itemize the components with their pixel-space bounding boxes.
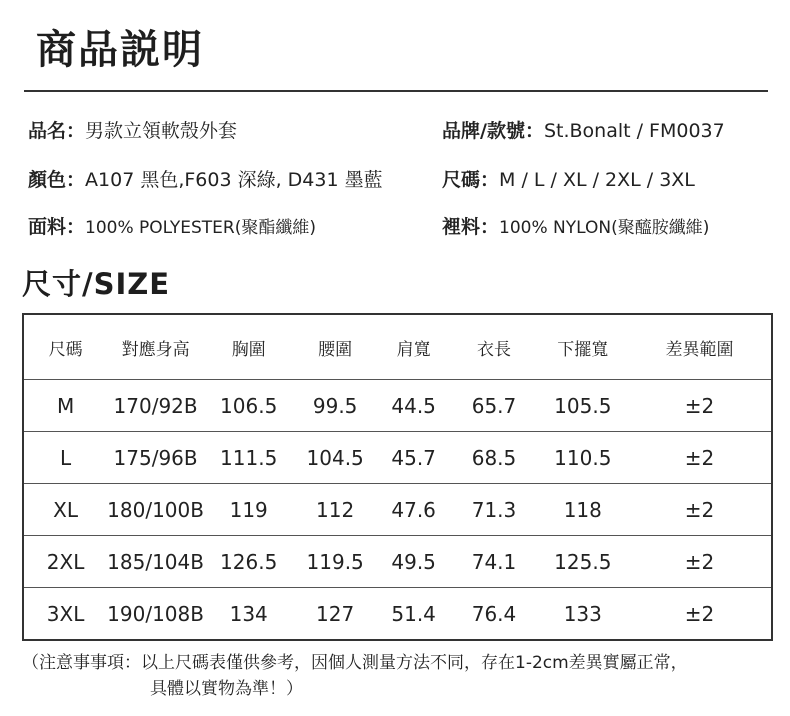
- table-cell: 76.4: [471, 601, 517, 626]
- table-cell: 111.5: [204, 432, 293, 484]
- color-value: A107 黑色,F603 深綠, D431 墨藍: [85, 169, 383, 191]
- product-name-label: 品名：: [28, 120, 86, 142]
- table-cell: 106.5: [204, 380, 293, 432]
- table-cell: XL: [23, 484, 107, 536]
- size-table: [22, 313, 773, 641]
- table-row: [23, 536, 772, 588]
- table-cell: ±2: [684, 601, 715, 626]
- table-cell: 185/104B: [107, 536, 204, 588]
- header-length: 衣長: [450, 314, 537, 380]
- table-cell: M: [23, 380, 107, 432]
- table-row: [23, 588, 772, 641]
- lining-label: 裡料：: [442, 216, 500, 238]
- table-cell: 112: [293, 484, 377, 536]
- table-cell: L: [23, 432, 107, 484]
- color-row: [28, 167, 383, 193]
- size-note-line1: （注意事事項：以上尺碼表僅供參考，因個人測量方法不同，存在1-2cm差異實屬正常，: [22, 653, 688, 673]
- size-table-header-row: [23, 314, 772, 380]
- table-cell: 134: [229, 601, 268, 626]
- fabric-row: [28, 214, 316, 241]
- brand-value: St.Bonalt / FM0037: [543, 120, 725, 142]
- product-name-row: [28, 118, 237, 144]
- table-cell: ±2: [628, 432, 772, 484]
- table-cell: 118: [538, 484, 628, 536]
- size-list-row: [442, 167, 695, 193]
- table-cell: 170/92B: [107, 380, 204, 432]
- header-height: 對應身高: [107, 314, 204, 380]
- size-list-value: M / L / XL / 2XL / 3XL: [499, 169, 695, 191]
- table-cell: 190/108B: [107, 601, 204, 626]
- product-name-value: 男款立領軟殼外套: [85, 120, 238, 142]
- table-cell: 126.5: [204, 536, 293, 588]
- table-cell: 2XL: [23, 536, 107, 588]
- table-cell: 127: [316, 601, 355, 626]
- table-cell: ±2: [628, 536, 772, 588]
- header-size: 尺碼: [23, 314, 107, 380]
- brand-row: [442, 118, 725, 144]
- header-chest: 胸圍: [204, 314, 293, 380]
- table-cell: 65.7: [450, 380, 537, 432]
- table-cell: 125.5: [538, 536, 628, 588]
- table-cell: 71.3: [450, 484, 537, 536]
- page-title: 商品説明: [36, 27, 204, 73]
- size-note-line2: 具體以實物為準！）: [150, 679, 303, 699]
- table-row: [23, 380, 772, 432]
- table-cell: 3XL: [46, 601, 85, 626]
- table-cell: 110.5: [538, 432, 628, 484]
- table-cell: ±2: [628, 484, 772, 536]
- table-cell: 104.5: [293, 432, 377, 484]
- fabric-value: 100% POLYESTER(聚酯纖維): [85, 218, 316, 238]
- table-cell: 44.5: [377, 380, 450, 432]
- size-list-label: 尺碼：: [442, 169, 500, 191]
- header-shoulder: 肩寬: [377, 314, 450, 380]
- table-cell: 49.5: [377, 536, 450, 588]
- table-cell: 51.4: [391, 601, 436, 626]
- table-cell: 68.5: [450, 432, 537, 484]
- header-hem: 下擺寬: [538, 314, 628, 380]
- table-row: [23, 484, 772, 536]
- table-cell: 99.5: [293, 380, 377, 432]
- size-note: [22, 650, 782, 702]
- size-section-title: 尺寸/SIZE: [22, 267, 171, 301]
- table-cell: 47.6: [377, 484, 450, 536]
- table-cell: ±2: [628, 380, 772, 432]
- header-tolerance: 差異範圍: [628, 314, 772, 380]
- header-waist: 腰圍: [293, 314, 377, 380]
- table-cell: 119.5: [293, 536, 377, 588]
- title-divider: [24, 90, 768, 92]
- table-cell: 119: [204, 484, 293, 536]
- table-row: [23, 432, 772, 484]
- table-cell: 105.5: [538, 380, 628, 432]
- table-cell: 45.7: [377, 432, 450, 484]
- table-cell: 74.1: [450, 536, 537, 588]
- table-cell: 133: [563, 601, 602, 626]
- color-label: 顏色：: [28, 169, 86, 191]
- lining-value: 100% NYLON(聚醯胺纖維): [499, 218, 710, 238]
- table-cell: 180/100B: [107, 484, 204, 536]
- fabric-label: 面料：: [28, 216, 86, 238]
- table-cell: 175/96B: [107, 432, 204, 484]
- brand-label: 品牌/款號：: [442, 120, 544, 142]
- lining-row: [442, 214, 709, 241]
